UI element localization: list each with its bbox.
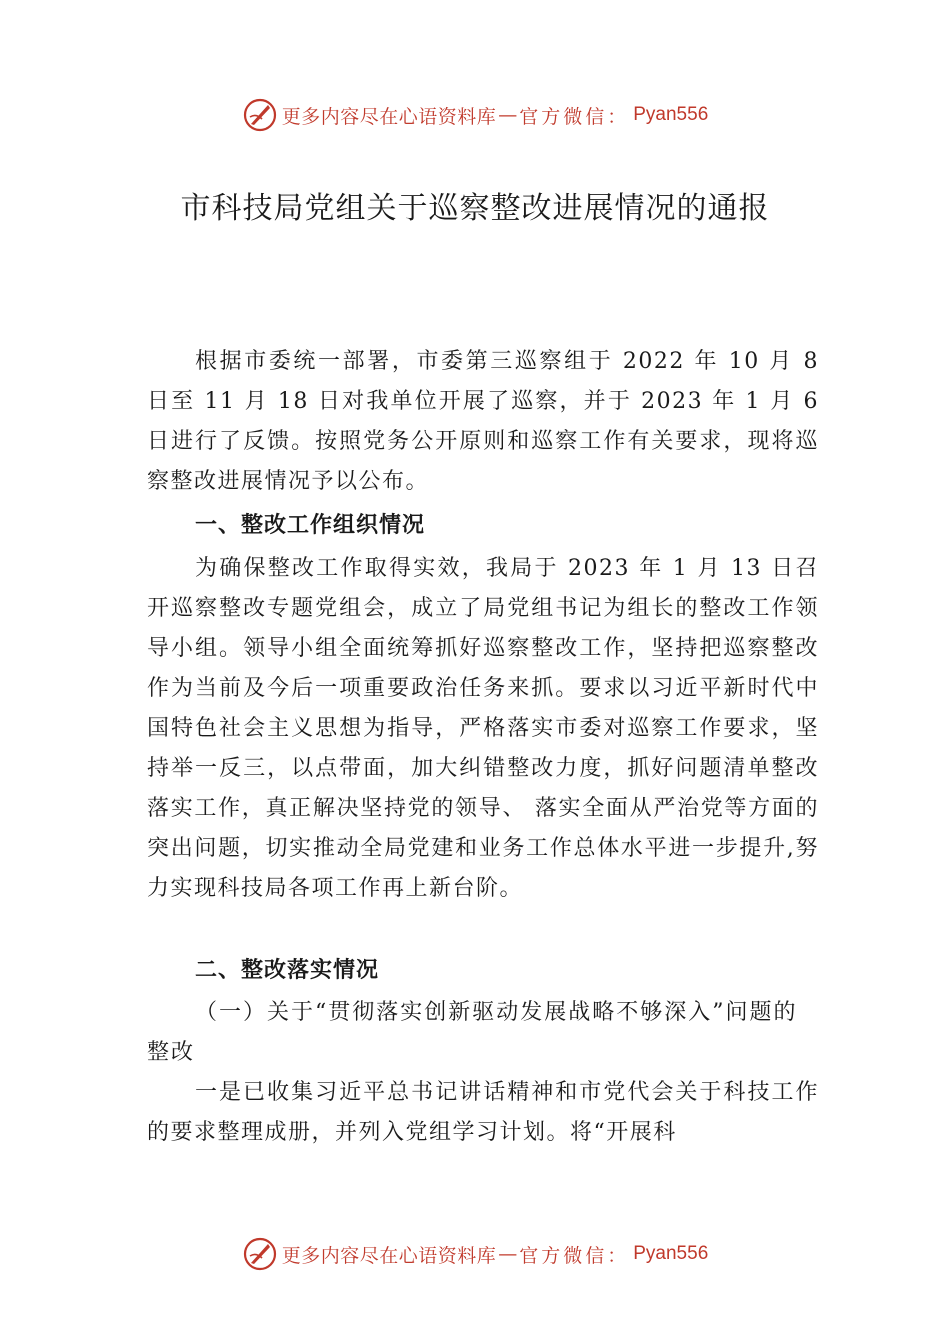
quill-circle-icon — [242, 97, 278, 133]
watermark-text: 更多内容尽在心语资料库 — [281, 1244, 497, 1267]
document-title: 市科技局党组关于巡察整改进展情况的通报 — [180, 191, 770, 226]
quill-circle-icon — [242, 1236, 278, 1272]
watermark-banner-top — [0, 93, 950, 137]
watermark-banner-bottom — [0, 1232, 950, 1276]
watermark-handle: Pyan556 — [633, 1243, 709, 1264]
section1-heading: 一、整改工作组织情况 — [195, 513, 426, 538]
watermark-handle: Pyan556 — [633, 104, 709, 125]
watermark-label: 官方微信： — [519, 105, 630, 128]
subsection1-paragraph: 一是已收集习近平总书记讲话精神和市党代会关于科技工作的要求整理成册，并列入党组学习计划。将“开展科 — [147, 1080, 819, 1145]
watermark-text: 更多内容尽在心语资料库 — [281, 105, 497, 128]
watermark-dash: — — [498, 1243, 518, 1265]
section2-heading: 二、整改落实情况 — [195, 958, 380, 983]
watermark-dash: — — [498, 104, 518, 126]
watermark-label: 官方微信： — [519, 1244, 630, 1267]
subsection1-heading: （一）关于“贯彻落实创新驱动发展战略不够深入”问题的整改 — [147, 1000, 798, 1065]
intro-paragraph: 根据市委统一部署，市委第三巡察组于 2022 年 10 月 8 日至 11 月 18 日对我单位开展了巡察，并于 2023 年 1 月 6 日进行了反馈。按照党务公开原则和巡察工作有关要求，现将巡察整改进展情况予以公布。 — [147, 349, 819, 494]
section1-paragraph: 为确保整改工作取得实效，我局于 2023 年 1 月 13 日召开巡察整改专题党组会，成立了局党组书记为组长的整改工作领导小组。领导小组全面统筹抓好巡察整改工作，坚持把巡察整改作为当前及今后一项重要政治任务来抓。要求以习近平新时代中国特色社会主义思想为指导，严格落实市委对巡察工作要求，坚持举一反三，以点带面，加大纠错整改力度，抓好问题清单整改落实工作，真正解决坚持党的领导、 落实全面从严治党等方面的突出问题，切实推动全局党建和业务工作总体水平进一步提升,努力实现科技局各项工作再上新台阶。 — [147, 556, 819, 901]
